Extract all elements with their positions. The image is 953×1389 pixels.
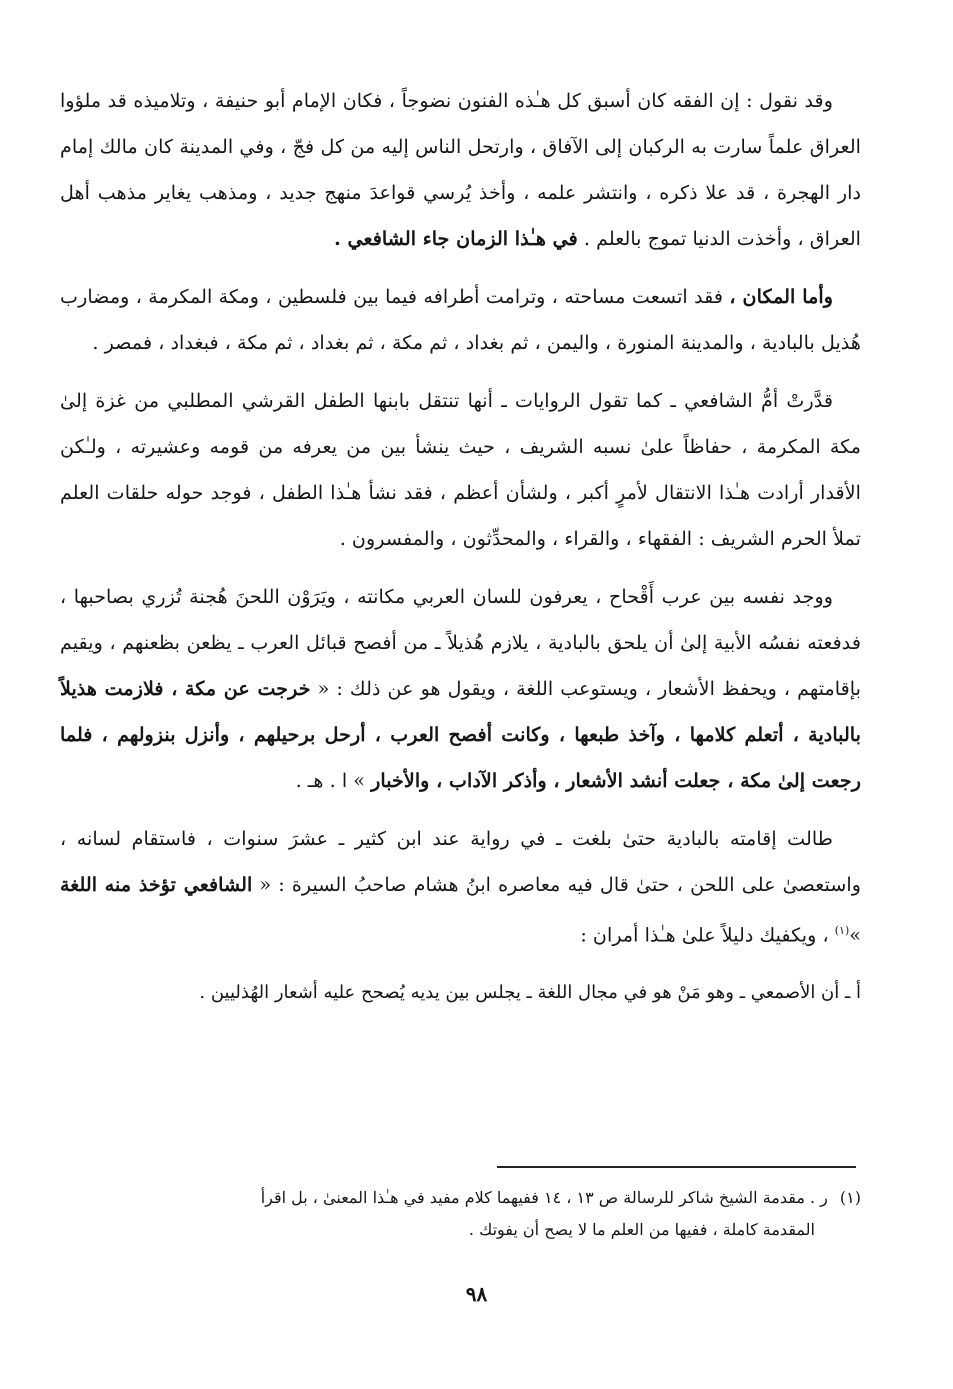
paragraph-2 <box>60 274 861 366</box>
footnote-separator <box>497 1166 856 1168</box>
footnote-marker: (١) <box>834 924 850 937</box>
paragraph-5 <box>60 816 861 958</box>
paragraph-5-text: طالت إقامته بالبادية حتىٰ بلغت ـ في رواية عند ابن كثير ـ عشرَ سنوات ، فاستقام لسانه ، واستعصىٰ على اللحن ، حتىٰ قال فيه معاصره ابنُ هشام صاحبُ السيرة : « <box>60 827 861 896</box>
paragraph-1-bold: في هـٰذا الزمان جاء الشافعي . <box>334 227 578 250</box>
paragraph-4 <box>60 574 861 804</box>
paragraph-4-text: ووجد نفسه بين عرب أَقْحاح ، يعرفون للسان العربي مكانته ، ويَرَوْن اللحنَ هُجنة تُزري بصاحبها ، فدفعته نفسُه الأبية إلىٰ أن يلحق بالبادية ، يلازم هُذيلاً ـ من أفصح قبائل العرب ـ يظعن بظعنهم ، ويقيم بإقامتهم ، ويحفظ الأشعار ، ويستوعب اللغة ، ويقول هو عن ذلك : « <box>60 585 861 700</box>
footnote-text: ر . مقدمة الشيخ شاكر للرسالة ص ١٣ ، ١٤ ففيهما كلام مفيد في هـٰذا المعنىٰ ، بل اقرأ <box>260 1188 828 1207</box>
paragraph-4-end: » ا . هـ . <box>295 769 372 792</box>
paragraph-2-bold: وأما المكان ، <box>729 285 833 308</box>
paragraph-3 <box>60 378 861 562</box>
body-text <box>60 78 861 1016</box>
paragraph-1-text: وقد نقول : إن الفقه كان أسبق كل هـٰذه الفنون نضوجاً ، فكان الإمام أبو حنيفة ، وتلاميذه قد ملؤوا العراق علماً سارت به الركبان إلى الآفاق ، وارتحل الناس إليه من كل فجّ ، وفي المدينة كان مالك إمام دار الهجرة ، قد علا ذكره ، وانتشر علمه ، وأخذ يُرسي قواعدَ منهج جديد ، ومذهب يغاير مذهب أهل العراق ، وأخذت الدنيا تموج بالعلم . <box>60 89 861 250</box>
footnote <box>60 1182 861 1246</box>
paragraph-5-end: ، ويكفيك دليلاً علىٰ هـٰذا أمران : <box>580 923 835 947</box>
list-item-a: أ ـ أن الأصمعي ـ وهو مَنْ هو في مجال اللغة ـ يجلس بين يديه يُصحح عليه أشعار الهُذليين . <box>199 982 861 1004</box>
paragraph-4-quote: خرجت عن مكة ، فلازمت هذيلاً بالبادية ، أتعلم كلامها ، وآخذ طبعها ، وكانت أفصح العرب ، أرحل برحيلهم ، وأنزل بنزولهم ، فلما رجعت إلىٰ مكة ، جعلت أنشد الأشعار ، وأذكر الآداب ، والأخبار <box>60 677 861 792</box>
paragraph-5-quote-close: » <box>849 923 861 947</box>
footnote-continuation: المقدمة كاملة ، ففيها من العلم ما لا يصح أن يفوتك . <box>468 1220 815 1239</box>
paragraph-5-quote: الشافعي تؤخذ منه اللغة <box>60 873 253 896</box>
footnote-number: (١) <box>839 1188 861 1207</box>
page-number: ٩٨ <box>465 1282 488 1306</box>
paragraph-2-text: فقد اتسعت مساحته ، وترامت أطرافه فيما بين فلسطين ، ومكة المكرمة ، ومضارب هُذيل بالبادية ، والمدينة المنورة ، واليمن ، ثم بغداد ، ثم مكة ، ثم بغداد ، ثم مكة ، فبغداد ، فمصر . <box>60 285 861 354</box>
paragraph-3-text: قدَّرتْ أمُّ الشافعي ـ كما تقول الروايات ـ أنها تنتقل بابنها الطفل القرشي المطلبي من غزة إلىٰ مكة المكرمة ، حفاظاً علىٰ نسبه الشريف ، حيث ينشأ بين من يعرفه من قومه وعشيرته ، ولـٰكن الأقدار أرادت هـٰذا الانتقال لأمرٍ أكبر ، ولشأن أعظم ، فقد نشأ هـٰذا الطفل ، فوجد حوله حلقات العلم تملأ الحرم الشريف : الفقهاء ، والقراء ، والمحدِّثون ، والمفسرون . <box>60 389 861 550</box>
paragraph-1 <box>60 78 861 262</box>
